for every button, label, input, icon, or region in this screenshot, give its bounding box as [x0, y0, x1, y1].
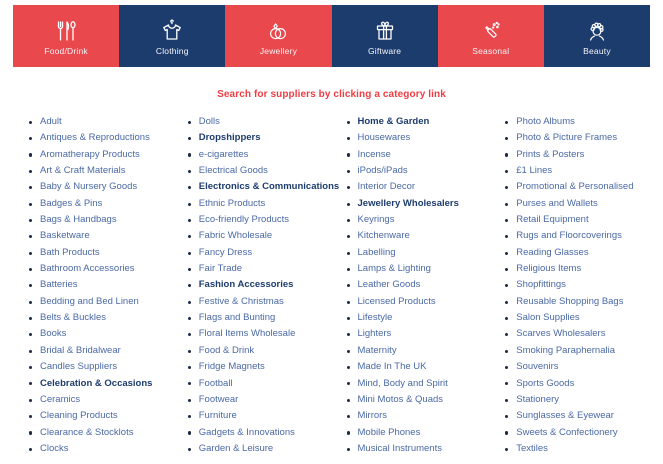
category-link[interactable]: Clearance & Stocklots [28, 425, 187, 441]
category-link[interactable]: Football [187, 376, 346, 392]
tab-seasonal[interactable] [438, 5, 544, 67]
category-link[interactable]: Mobile Phones [346, 425, 505, 441]
category-link[interactable]: Cleaning Products [28, 408, 187, 424]
category-link[interactable]: Electrical Goods [187, 163, 346, 179]
category-link[interactable]: Incense [346, 147, 505, 163]
tab-label: Beauty [583, 45, 611, 56]
category-link[interactable]: Textiles [504, 441, 663, 457]
category-link[interactable]: Fashion Accessories [187, 277, 346, 293]
category-link[interactable]: Lighters [346, 326, 505, 342]
tab-clothing[interactable] [119, 5, 225, 67]
tab-label: Giftware [367, 45, 402, 56]
category-link[interactable]: Photo & Picture Frames [504, 130, 663, 146]
category-link[interactable]: Celebration & Occasions [28, 376, 187, 392]
category-link[interactable]: Adult [28, 114, 187, 130]
category-link[interactable]: Religious Items [504, 261, 663, 277]
category-link[interactable]: Maternity [346, 343, 505, 359]
category-link[interactable]: Footwear [187, 392, 346, 408]
category-link[interactable]: Badges & Pins [28, 196, 187, 212]
category-link[interactable]: Eco-friendly Products [187, 212, 346, 228]
page-title: Search for suppliers by clicking a category link [217, 89, 446, 100]
category-link[interactable]: Garden & Leisure [187, 441, 346, 457]
category-link[interactable]: Keyrings [346, 212, 505, 228]
category-link[interactable]: Sunglasses & Eyewear [504, 408, 663, 424]
category-link[interactable]: Clocks [28, 441, 187, 457]
category-column-2 [187, 114, 346, 457]
tab-giftware[interactable] [332, 5, 438, 67]
category-link[interactable]: Sweets & Confectionery [504, 425, 663, 441]
category-link[interactable]: Housewares [346, 130, 505, 146]
category-link[interactable]: Belts & Buckles [28, 310, 187, 326]
category-link[interactable]: Reusable Shopping Bags [504, 294, 663, 310]
category-link[interactable]: Festive & Christmas [187, 294, 346, 310]
category-link[interactable]: Stationery [504, 392, 663, 408]
category-link[interactable]: Leather Goods [346, 277, 505, 293]
category-link[interactable]: Bags & Handbags [28, 212, 187, 228]
category-link[interactable]: iPods/iPads [346, 163, 505, 179]
category-column-4 [504, 114, 663, 457]
rings-icon [266, 17, 290, 43]
category-link[interactable]: Jewellery Wholesalers [346, 196, 505, 212]
category-link[interactable]: Retail Equipment [504, 212, 663, 228]
category-link[interactable]: Bathroom Accessories [28, 261, 187, 277]
gift-icon [373, 17, 397, 43]
category-link[interactable]: Bath Products [28, 245, 187, 261]
category-link[interactable]: Purses and Wallets [504, 196, 663, 212]
category-link[interactable]: Sports Goods [504, 376, 663, 392]
tab-label: Food/Drink [44, 45, 88, 56]
category-link[interactable]: Interior Decor [346, 179, 505, 195]
category-link[interactable]: Bedding and Bed Linen [28, 294, 187, 310]
category-link[interactable]: Photo Albums [504, 114, 663, 130]
category-link[interactable]: Home & Garden [346, 114, 505, 130]
category-column-3 [346, 114, 505, 457]
category-column-1 [28, 114, 187, 457]
category-link[interactable]: Art & Craft Materials [28, 163, 187, 179]
category-link[interactable]: Lamps & Lighting [346, 261, 505, 277]
tshirt-icon [160, 17, 184, 43]
category-link[interactable]: Labelling [346, 245, 505, 261]
tab-jewellery[interactable] [225, 5, 331, 67]
category-link[interactable]: Ceramics [28, 392, 187, 408]
cutlery-icon [54, 17, 78, 43]
category-link[interactable]: Gadgets & Innovations [187, 425, 346, 441]
category-link[interactable]: Ethnic Products [187, 196, 346, 212]
category-link[interactable]: Prints & Posters [504, 147, 663, 163]
tab-label: Clothing [155, 45, 189, 56]
category-link[interactable]: e-cigarettes [187, 147, 346, 163]
category-tab-bar [13, 5, 650, 67]
category-link[interactable]: Shopfittings [504, 277, 663, 293]
category-link[interactable]: Fridge Magnets [187, 359, 346, 375]
category-link[interactable]: Antiques & Reproductions [28, 130, 187, 146]
category-link[interactable]: Baby & Nursery Goods [28, 179, 187, 195]
category-link[interactable]: Food & Drink [187, 343, 346, 359]
category-link[interactable]: Souvenirs [504, 359, 663, 375]
category-link[interactable]: Licensed Products [346, 294, 505, 310]
tab-label: Jewellery [259, 45, 298, 56]
category-link[interactable]: Candles Suppliers [28, 359, 187, 375]
category-link[interactable]: Floral Items Wholesale [187, 326, 346, 342]
category-link[interactable]: Dolls [187, 114, 346, 130]
category-link[interactable]: Furniture [187, 408, 346, 424]
category-link[interactable]: Fair Trade [187, 261, 346, 277]
category-link[interactable]: Mirrors [346, 408, 505, 424]
category-link[interactable]: Dropshippers [187, 130, 346, 146]
category-link[interactable]: Basketware [28, 228, 187, 244]
category-link[interactable]: Lifestyle [346, 310, 505, 326]
category-link[interactable]: Fabric Wholesale [187, 228, 346, 244]
category-link[interactable]: Musical Instruments [346, 441, 505, 457]
tab-label: Seasonal [472, 45, 510, 56]
category-link[interactable]: Made In The UK [346, 359, 505, 375]
category-link[interactable]: Electronics & Communications [187, 179, 346, 195]
category-link[interactable]: Reading Glasses [504, 245, 663, 261]
category-link[interactable]: £1 Lines [504, 163, 663, 179]
category-link[interactable]: Fancy Dress [187, 245, 346, 261]
tab-food-drink[interactable] [13, 5, 119, 67]
category-link[interactable]: Scarves Wholesalers [504, 326, 663, 342]
champagne-icon [479, 17, 503, 43]
category-link[interactable]: Batteries [28, 277, 187, 293]
category-link[interactable]: Promotional & Personalised [504, 179, 663, 195]
category-link[interactable]: Rugs and Floorcoverings [504, 228, 663, 244]
category-link[interactable]: Books [28, 326, 187, 342]
category-link[interactable]: Bridal & Bridalwear [28, 343, 187, 359]
category-link[interactable]: Smoking Paraphernalia [504, 343, 663, 359]
category-link[interactable]: Salon Supplies [504, 310, 663, 326]
category-link[interactable]: Aromatherapy Products [28, 147, 187, 163]
tab-beauty[interactable] [544, 5, 650, 67]
category-link[interactable]: Flags and Bunting [187, 310, 346, 326]
category-link[interactable]: Mind, Body and Spirit [346, 376, 505, 392]
category-link[interactable]: Kitchenware [346, 228, 505, 244]
category-link[interactable]: Mini Motos & Quads [346, 392, 505, 408]
category-columns [28, 114, 663, 457]
woman-hair-icon [585, 17, 609, 43]
